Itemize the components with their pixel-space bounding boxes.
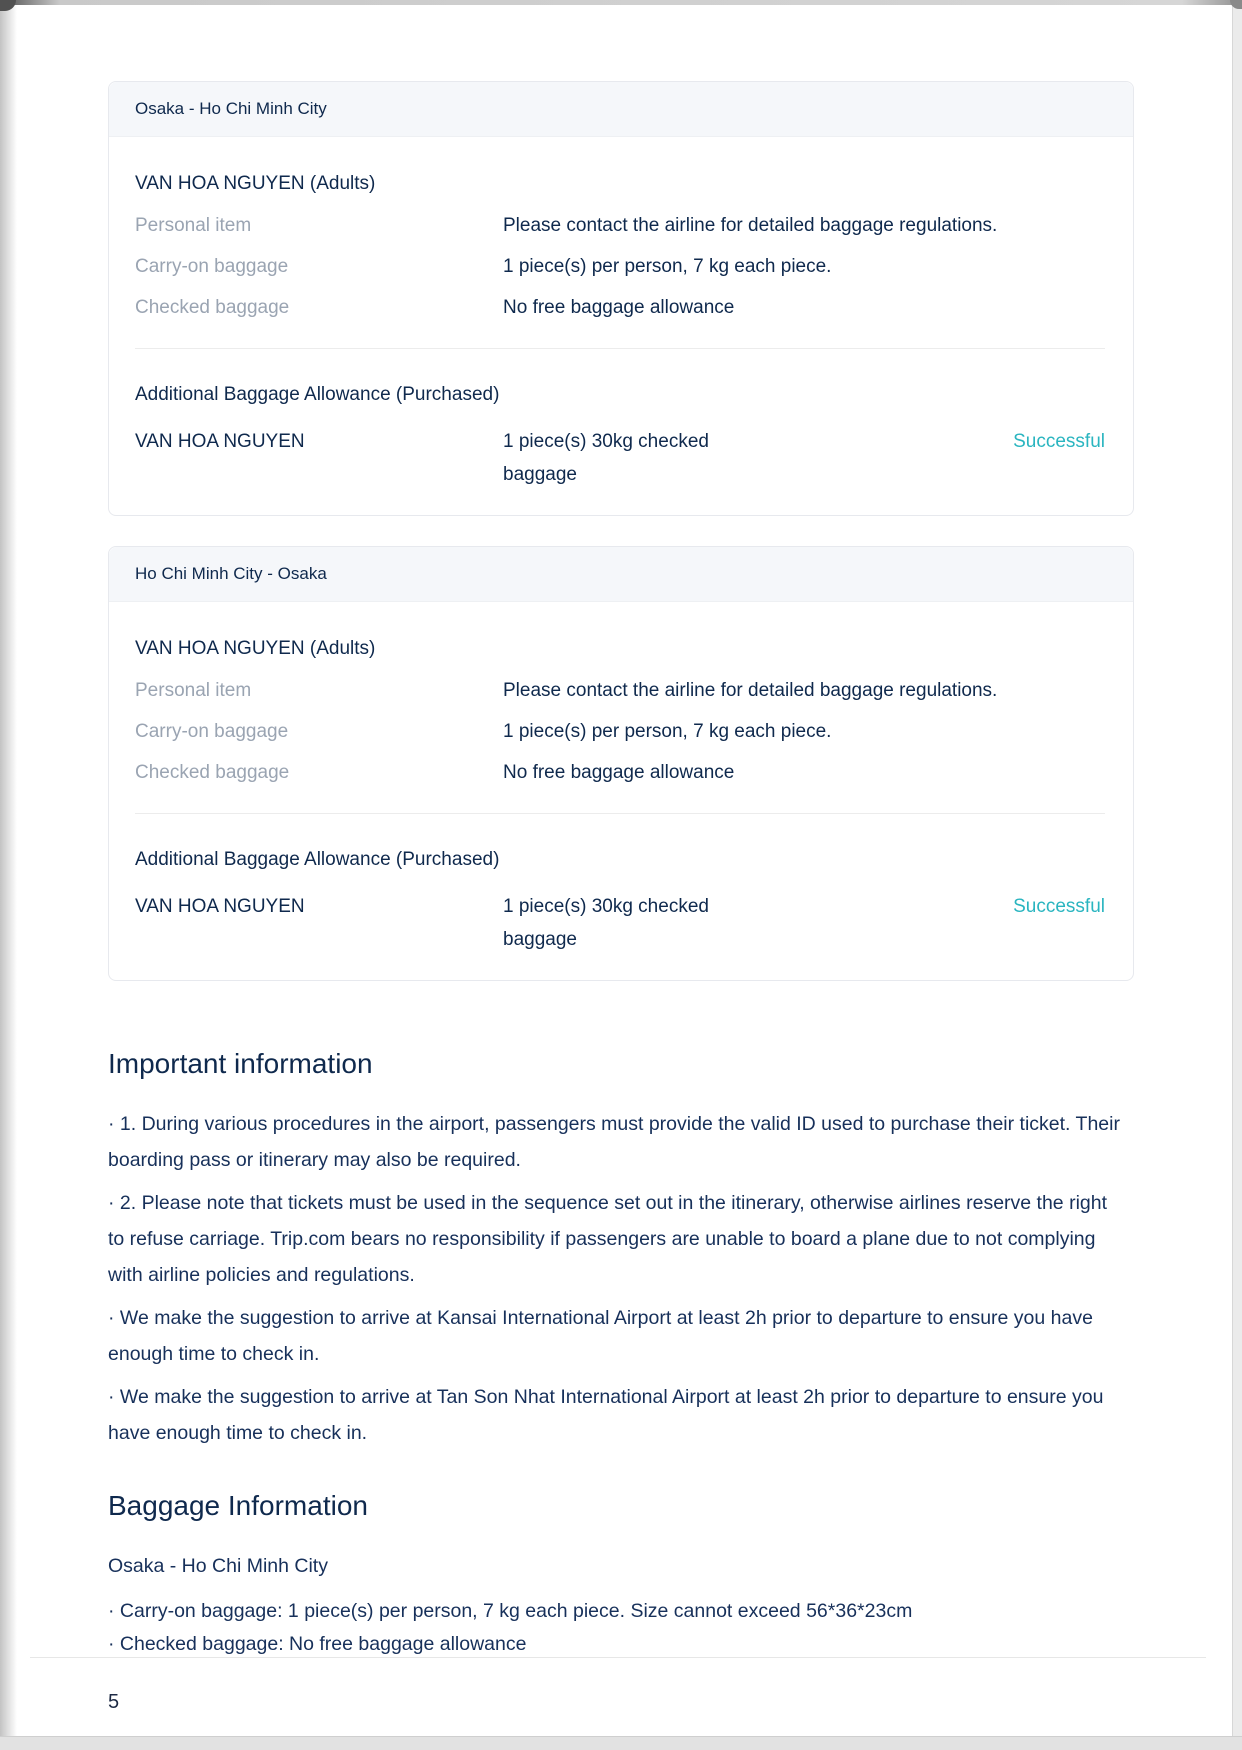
row-value: 1 piece(s) per person, 7 kg each piece. (503, 256, 832, 277)
footer-divider (30, 1657, 1206, 1658)
card-header (109, 82, 1133, 137)
row-label: Checked baggage (135, 762, 290, 783)
baggage-bullet: · Checked baggage: No free baggage allowance (108, 1633, 527, 1655)
baggage-row (135, 719, 1105, 744)
baggage-card-outbound (108, 81, 1134, 516)
row-label: Personal item (135, 215, 252, 236)
row-value: 1 piece(s) per person, 7 kg each piece. (503, 721, 832, 742)
baggage-bullet: · Carry-on baggage: 1 piece(s) per person, 7 kg each piece. Size cannot exceed 56*36*23cm (108, 1600, 913, 1622)
card-route-title: Ho Chi Minh City - Osaka (135, 564, 327, 583)
baggage-information-heading: Baggage Information (108, 1490, 368, 1521)
card-divider (135, 348, 1105, 349)
important-information-section (108, 1047, 1134, 1451)
page-right-edge (1232, 5, 1242, 1737)
baggage-row (135, 295, 1105, 320)
card-route-title: Osaka - Ho Chi Minh City (135, 99, 327, 118)
purchase-status-label: Successful (1013, 896, 1105, 917)
info-paragraph: · We make the suggestion to arrive at Tan Son Nhat International Airport at least 2h prior to departure to ensure you have enough time to check in. (108, 1386, 1104, 1444)
row-value: No free baggage allowance (503, 297, 735, 318)
row-value: Please contact the airline for detailed baggage regulations. (503, 680, 998, 701)
additional-passenger-name: VAN HOA NGUYEN (135, 896, 305, 917)
additional-baggage-heading: Additional Baggage Allowance (Purchased) (135, 384, 500, 405)
card-divider (135, 813, 1105, 814)
baggage-card-return (108, 546, 1134, 981)
important-information-heading: Important information (108, 1048, 373, 1079)
card-body (109, 137, 1133, 515)
baggage-row (135, 254, 1105, 279)
card-header (109, 547, 1133, 602)
row-label: Personal item (135, 680, 252, 701)
page-left-edge-shadow (0, 5, 20, 1737)
row-value: Please contact the airline for detailed baggage regulations. (503, 215, 998, 236)
baggage-bullet-list (108, 1595, 1134, 1661)
additional-baggage-heading: Additional Baggage Allowance (Purchased) (135, 849, 500, 870)
viewer-bottom-bar (0, 1736, 1242, 1750)
baggage-information-section (108, 1489, 1134, 1661)
card-body (109, 602, 1133, 980)
baggage-row (135, 760, 1105, 785)
page-number: 5 (108, 1691, 120, 1713)
baggage-row (135, 213, 1105, 238)
row-label: Checked baggage (135, 297, 290, 318)
route-subheading: Osaka - Ho Chi Minh City (108, 1555, 328, 1577)
row-label: Carry-on baggage (135, 256, 289, 277)
baggage-row (135, 678, 1105, 703)
row-value: No free baggage allowance (503, 762, 735, 783)
purchase-status-label: Successful (1013, 431, 1105, 452)
passenger-name: VAN HOA NGUYEN (Adults) (135, 638, 376, 659)
additional-baggage-value: 1 piece(s) 30kg checked baggage (503, 896, 709, 950)
additional-baggage-row (135, 890, 1105, 956)
page-top-edge (0, 0, 1242, 5)
additional-baggage-value: 1 piece(s) 30kg checked baggage (503, 431, 709, 485)
info-paragraph: · 1. During various procedures in the airport, passengers must provide the valid ID used to purchase their ticket. Their boarding pass or itinerary may also be required. (108, 1113, 1120, 1171)
additional-baggage-row (135, 425, 1105, 491)
info-paragraph: · We make the suggestion to arrive at Kansai International Airport at least 2h prior to departure to ensure you have enough time to check in. (108, 1307, 1093, 1365)
document-content (108, 81, 1134, 1661)
passenger-name: VAN HOA NGUYEN (Adults) (135, 173, 376, 194)
additional-passenger-name: VAN HOA NGUYEN (135, 431, 305, 452)
info-paragraph: · 2. Please note that tickets must be used in the sequence set out in the itinerary, otherwise airlines reserve the right to refuse carriage. Trip.com bears no responsibility if passengers are unable to board a plane due to not complying with airline policies and regulations. (108, 1192, 1108, 1286)
row-label: Carry-on baggage (135, 721, 289, 742)
